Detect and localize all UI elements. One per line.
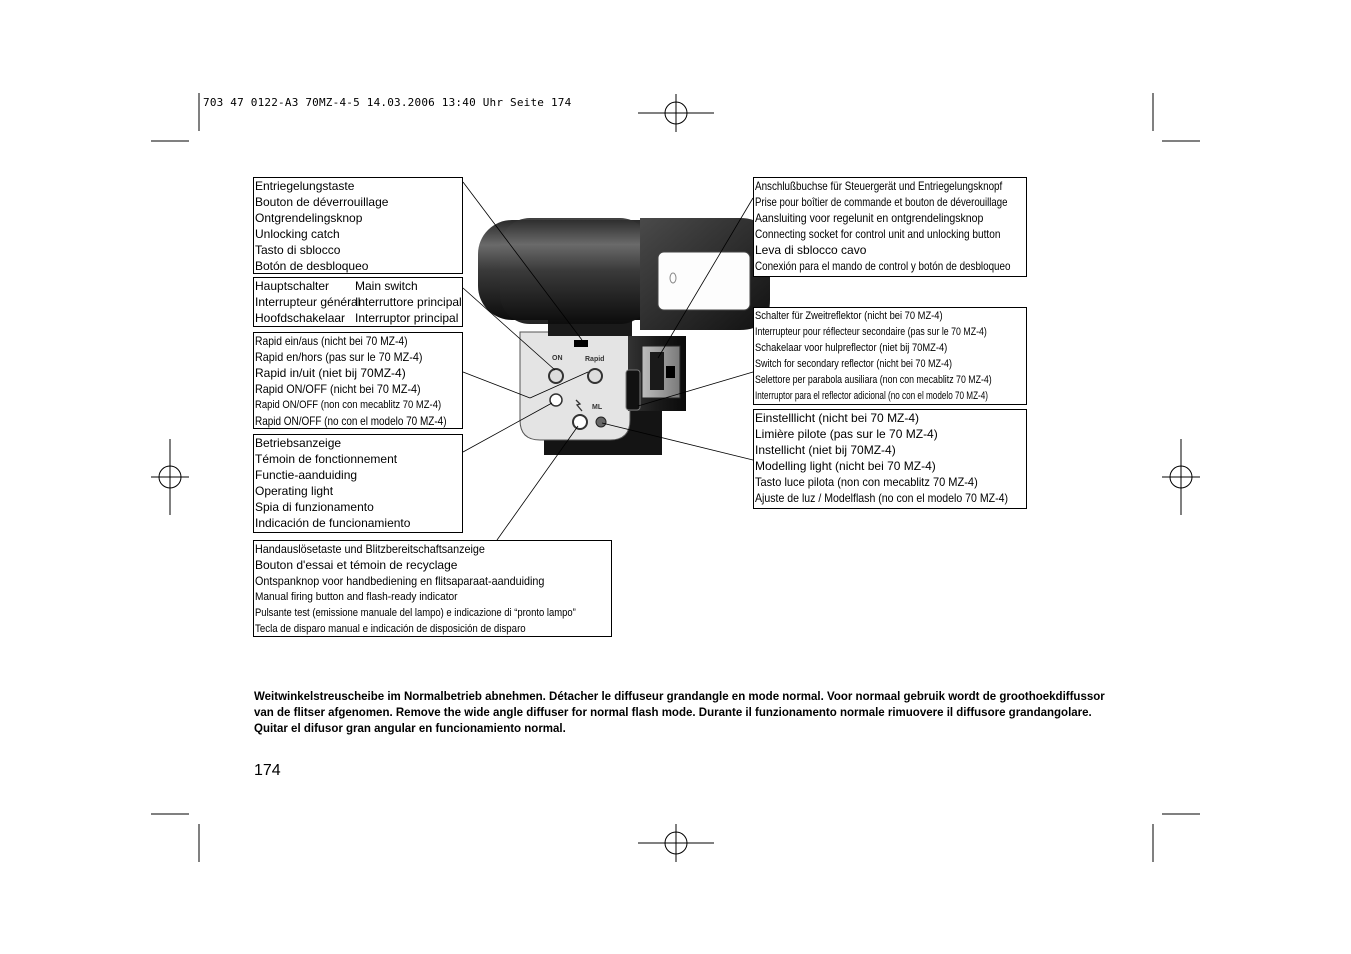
callout-line: Unlocking catch <box>255 227 340 241</box>
on-label: ON <box>552 355 563 362</box>
rapid-label: Rapid <box>585 356 605 363</box>
callout-line: Rapid in/uit (niet bij 70MZ-4) <box>255 366 406 380</box>
callout-line: Schakelaar voor hulpreflector (niet bij 70MZ-4) <box>755 342 948 354</box>
callout-line: Bouton de déverrouillage <box>255 195 389 209</box>
callout-line: Anschlußbuchse für Steuergerät und Entriegelungsknopf <box>755 179 1003 193</box>
callout-control-socket <box>753 177 1027 277</box>
callout-line: Betriebsanzeige <box>255 436 342 450</box>
callout-line: Schalter für Zweitreflektor (nicht bei 70 MZ-4) <box>755 310 943 322</box>
callout-line: Modelling light (nicht bei 70 MZ-4) <box>755 459 936 473</box>
callout-line: Bouton d'essai et témoin de recyclage <box>255 558 458 572</box>
callout-line: Hoofdschakelaar <box>255 311 346 325</box>
callout-manual-firing <box>253 540 612 637</box>
callout-line: Selettore per parabola ausiliara (non con mecablitz 70 MZ-4) <box>755 374 992 386</box>
callout-secondary-reflector <box>753 307 1027 405</box>
callout-line: Ajuste de luz / Modelflash (no con el modelo 70 MZ-4) <box>755 491 1008 505</box>
callout-line: Témoin de fonctionnement <box>255 452 398 466</box>
callout-line: Leva di sblocco cavo <box>755 243 867 257</box>
diffuser-note: Weitwinkelstreuscheibe im Normalbetrieb abnehmen. Détacher le diffuseur grandangle en mode normal. Voor normaal gebruik wordt de groothoekdiffussor van de flitser afgenomen. Remove the wide angle diffuser for normal flash mode. Durante il funzionamento normale rimuovere il diffusore grandangolare. Quitar el difusor gran angular en funcionamiento normal. <box>254 691 1105 735</box>
callout-line: Hauptschalter <box>255 279 330 293</box>
callout-unlocking-catch <box>253 177 463 274</box>
callout-line: Interruptor para el reflector adicional (no con el modelo 70 MZ-4) <box>755 390 989 402</box>
callout-line: Interruptor principal <box>355 311 459 325</box>
callout-line: Interrupteur pour réflecteur secondaire (pas sur le 70 MZ-4) <box>755 326 987 338</box>
callout-line: Handauslösetaste und Blitzbereitschaftsanzeige <box>255 542 485 556</box>
callout-line: Operating light <box>255 484 334 498</box>
callout-line: Pulsante test (emissione manuale del lampo) e indicazione di “pronto lampo” <box>255 607 576 619</box>
callout-line: Rapid ON/OFF (no con el modelo 70 MZ-4) <box>255 414 447 428</box>
callout-line: Tasto luce pilota (non con mecablitz 70 MZ-4) <box>755 475 978 489</box>
callout-line: Rapid en/hors (pas sur le 70 MZ-4) <box>255 350 423 364</box>
callout-line: Connecting socket for control unit and unlocking button <box>755 227 1001 241</box>
callout-line: Limière pilote (pas sur le 70 MZ-4) <box>755 427 938 441</box>
print-header: 703 47 0122-A3 70MZ-4-5 14.03.2006 13:40 Uhr Seite 174 <box>203 96 572 109</box>
callout-line: Manual firing button and flash-ready indicator <box>255 591 458 603</box>
callout-line: Conexión para el mando de control y botón de desbloqueo <box>755 259 1011 273</box>
callout-line: Ontgrendelingsknop <box>255 211 363 225</box>
callout-line: Entriegelungstaste <box>255 179 355 193</box>
callout-line: Interruttore principal <box>355 295 462 309</box>
callout-main-switch <box>253 277 463 327</box>
callout-line: Switch for secondary reflector (nicht bei 70 MZ-4) <box>755 358 953 370</box>
callout-line: Main switch <box>355 279 418 293</box>
callout-line: Botón de desbloqueo <box>255 259 369 273</box>
callout-line: Tasto di sblocco <box>255 243 341 257</box>
callout-line: Tecla de disparo manual e indicación de disposición de disparo <box>255 623 526 635</box>
callout-line: Indicación de funcionamiento <box>255 516 411 530</box>
callout-line: Spia di funzionamento <box>255 500 374 514</box>
callout-line: Aansluiting voor regelunit en ontgrendelingsknop <box>755 211 984 225</box>
callout-line: Instellicht (niet bij 70MZ-4) <box>755 443 896 457</box>
callout-line: Prise pour boîtier de commande et bouton de déverouillage <box>755 195 1008 209</box>
callout-line: Rapid ON/OFF (non con mecablitz 70 MZ-4) <box>255 399 442 411</box>
callout-rapid <box>253 332 463 429</box>
callout-line: Rapid ein/aus (nicht bei 70 MZ-4) <box>255 334 408 348</box>
callout-line: Interrupteur général <box>255 295 361 309</box>
callout-modelling-light <box>753 409 1027 509</box>
callout-line: Einstelllicht (nicht bei 70 MZ-4) <box>755 411 920 425</box>
ml-label: ML <box>592 404 603 411</box>
callout-line: Rapid ON/OFF (nicht bei 70 MZ-4) <box>255 382 421 396</box>
callout-line: Functie-aanduiding <box>255 468 358 482</box>
page-number: 174 <box>254 762 281 779</box>
callout-line: Ontspanknop voor handbediening en flitsaparaat-aanduiding <box>255 574 545 588</box>
callout-operating-light <box>253 434 463 533</box>
